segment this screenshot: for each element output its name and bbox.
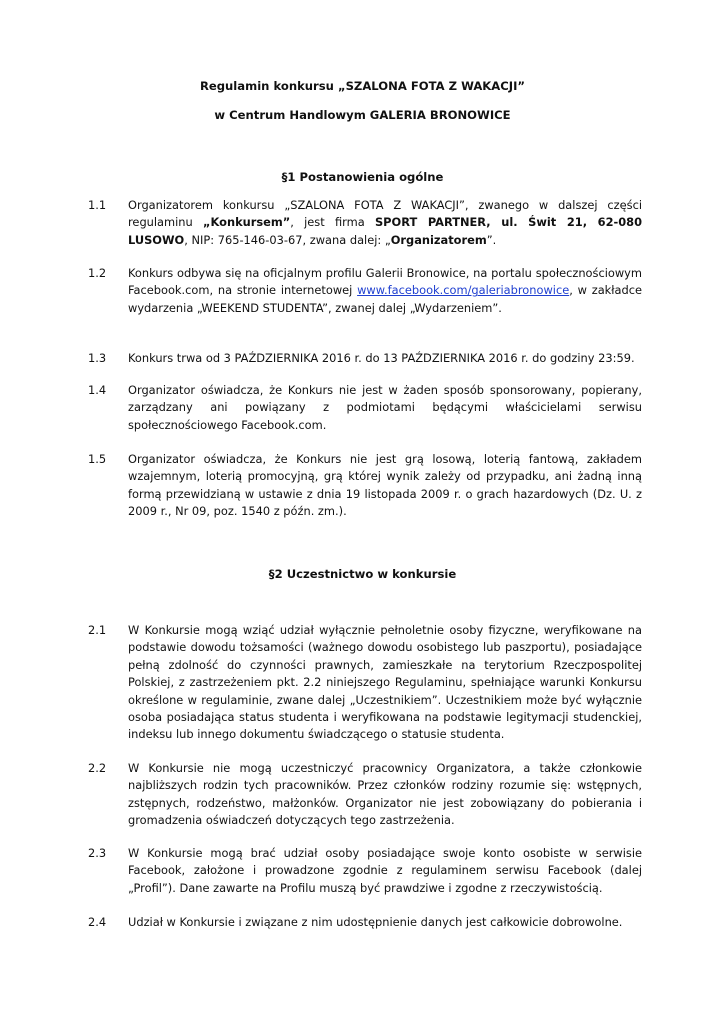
paragraph-number: 2.3: [88, 846, 107, 860]
bold-term-konkursem: „Konkursem”: [203, 215, 291, 230]
section-heading-2: §2 Uczestnictwo w konkursie: [268, 567, 457, 581]
text-run: , w zakładce wydarzenia „WEEKEND STUDENTA”, zwanej dalej „Wydarzeniem”.: [128, 283, 642, 315]
paragraph-text: Organizator oświadcza, że Konkurs nie jest w żaden sposób sponsorowany, popierany, zarządzany ani powiązany z podmiotami będącymi właścicielami serwisu społecznościowego Facebook.com.: [128, 383, 642, 432]
document-subtitle: w Centrum Handlowym GALERIA BRONOWICE: [214, 108, 511, 122]
paragraph-number: 1.2: [88, 266, 107, 280]
paragraph-text: Udział w Konkursie i związane z nim udostępnienie danych jest całkowicie dobrowolne.: [128, 915, 623, 929]
text-run: Konkurs odbywa się na oficjalnym profilu Galerii Bronowice, na portalu społecznościowym Facebook.com, na stronie internetowej: [128, 266, 642, 298]
paragraph-text: [128, 265, 642, 317]
paragraph-text: W Konkursie mogą wziąć udział wyłącznie pełnoletnie osoby fizyczne, weryfikowane na podstawie dowodu tożsamości (ważnego dowodu osobistego lub paszportu), posiadające pełną zdolność do czynności prawnych, zamieszkałe na terytorium Rzeczpospolitej Polskiej, z zastrzeżeniem pkt. 2.2 niniejszego Regulaminu, spełniające warunki Konkursu określone w regulaminie, zwane dalej „Uczestnikiem”. Uczestnikiem może być wyłącznie osoba posiadająca status studenta i weryfikowana na podstawie legitymacji studenckiej, indeksu lub innego dokumentu świadczącego o statusie studenta.: [128, 623, 642, 742]
paragraph-text: Organizator oświadcza, że Konkurs nie jest grą losową, loterią fantową, zakładem wzajemnym, loterią promocyjną, grą której wynik zależy od przypadku, ani żadną inną formą przewidzianą w ustawie z dnia 19 listopada 2009 r. o grach hazardowych (Dz. U. z 2009 r., Nr 09, poz. 1540 z późn. zm.).: [128, 452, 642, 519]
text-run: , jest firma: [290, 215, 375, 230]
facebook-link[interactable]: www.facebook.com/galeriabronowice: [357, 283, 570, 298]
paragraph-number: 1.4: [88, 383, 107, 397]
paragraph-text: [128, 197, 642, 249]
text-run: , NIP: 765-146-03-67, zwana dalej: „: [184, 232, 391, 247]
paragraph-number: 2.1: [88, 623, 107, 637]
document-title: Regulamin konkursu „SZALONA FOTA Z WAKACJI”: [199, 79, 526, 93]
paragraph-text: Konkurs trwa od 3 PAŹDZIERNIKA 2016 r. do 13 PAŹDZIERNIKA 2016 r. do godziny 23:59.: [128, 351, 635, 365]
paragraph-number: 2.4: [88, 915, 107, 929]
paragraph-number: 1.5: [88, 452, 107, 466]
paragraph-text: W Konkursie mogą brać udział osoby posiadające swoje konto osobiste w serwisie Facebook, założone i prowadzone zgodnie z regulaminem serwisu Facebook (dalej „Profil”). Dane zawarte na Profilu muszą być prawdziwe i zgodne z rzeczywistością.: [128, 846, 642, 895]
bold-term-organizatorem: Organizatorem: [390, 232, 487, 247]
text-run: Organizatorem konkursu „SZALONA FOTA Z WAKACJI”, zwanego w dalszej części regulaminu: [128, 198, 642, 230]
text-run: ”.: [486, 232, 497, 247]
section-heading-1: §1 Postanowienia ogólne: [281, 170, 444, 184]
paragraph-text: W Konkursie nie mogą uczestniczyć pracownicy Organizatora, a także członkowie najbliższych rodzin tych pracowników. Przez członków rodziny rozumie się: wstępnych, zstępnych, rodzeństwo, małżonków. Organizator nie jest zobowiązany do pobierania i gromadzenia oświadczeń dotyczących tego zastrzeżenia.: [128, 761, 642, 828]
paragraph-number: 1.1: [88, 198, 107, 212]
paragraph-number: 2.2: [88, 761, 107, 775]
paragraph-number: 1.3: [88, 351, 107, 365]
bold-company-address: SPORT PARTNER, ul. Świt 21, 62-080 LUSOWO: [128, 215, 643, 247]
